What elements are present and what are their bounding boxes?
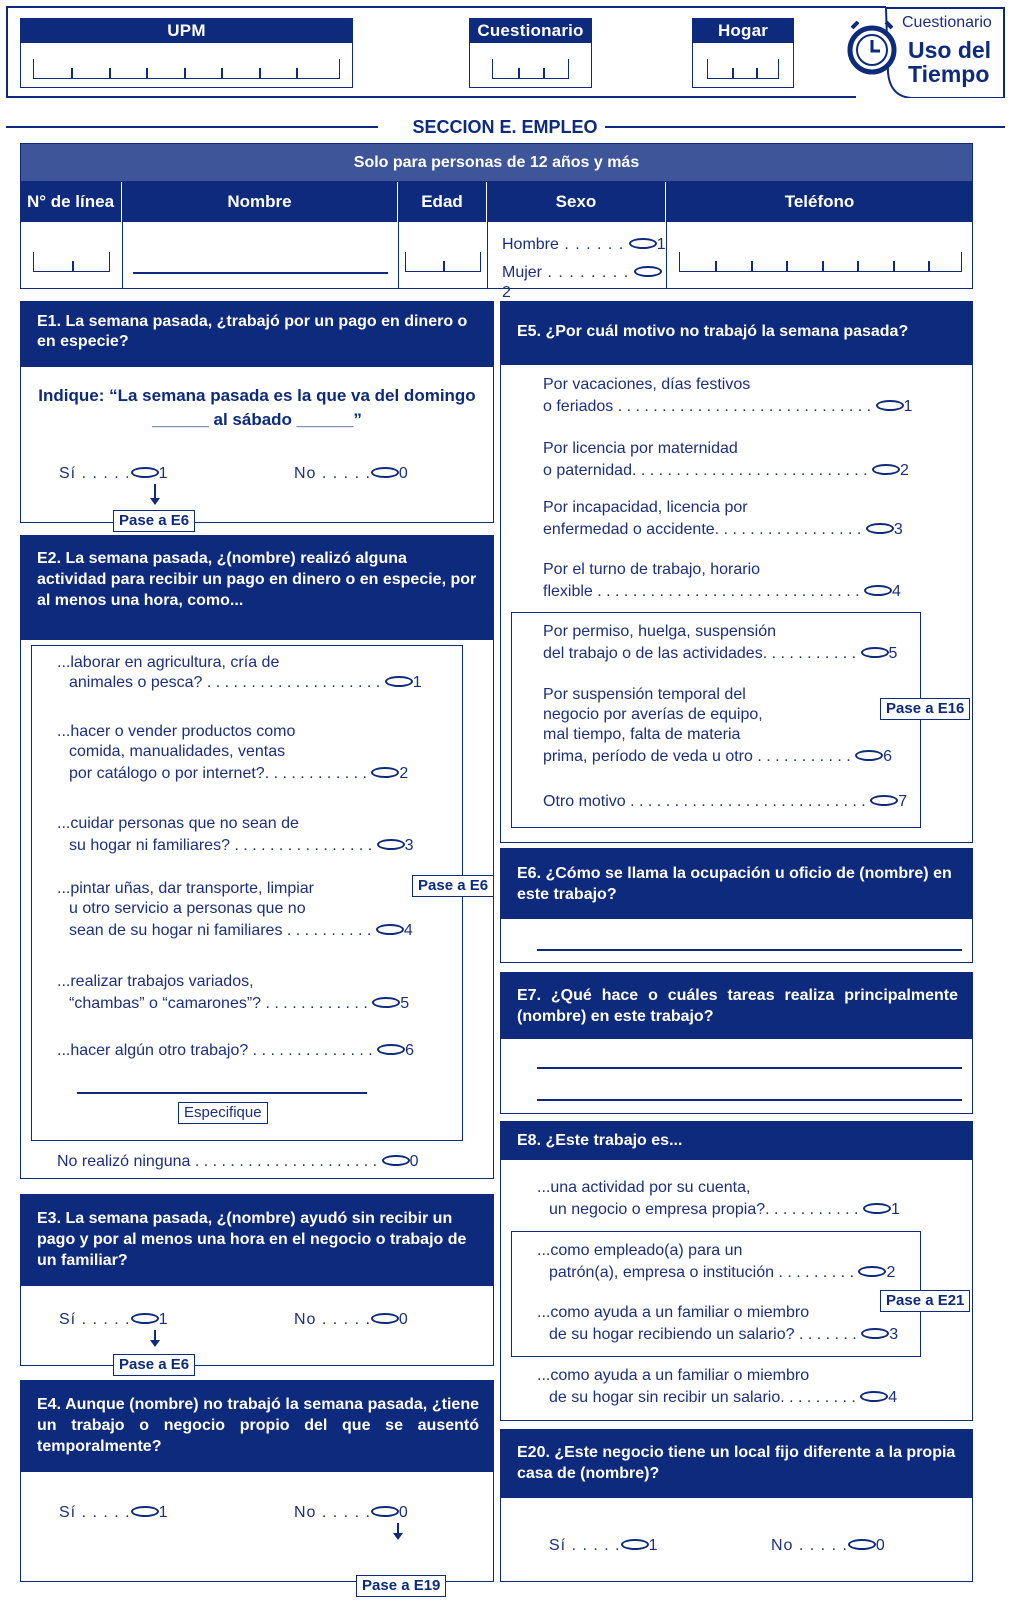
ident-banner-text: Solo para personas de 12 años y más bbox=[353, 154, 640, 171]
logo-title-2: Tiempo bbox=[908, 61, 990, 87]
e8-opt2-code: 2 bbox=[886, 1264, 896, 1281]
e5-opt6-oval[interactable] bbox=[855, 750, 883, 761]
nombre-cell bbox=[123, 222, 399, 288]
e2-option-1[interactable] bbox=[57, 653, 422, 693]
e6-question: E6. ¿Cómo se llama la ocupación u oficio de (nombre) en este trabajo? bbox=[501, 849, 972, 919]
e5-opt3-l2: enfermedad o accidente. . . . . . . . . . . . . . . . . bbox=[543, 521, 862, 538]
e4-question: E4. Aunque (nombre) no trabajó la semana pasada, ¿tiene un trabajo o negocio propio del que se ausentó temporalmente? bbox=[21, 1381, 493, 1472]
upm-label: UPM bbox=[21, 19, 352, 43]
e5-opt4-l1: Por el turno de trabajo, horario bbox=[543, 561, 761, 578]
e2-opt3-code: 3 bbox=[404, 837, 414, 854]
e3-arrow bbox=[154, 1330, 156, 1342]
e5-opt2-code: 2 bbox=[900, 462, 909, 479]
col-sexo-label: Sexo bbox=[555, 192, 597, 211]
e5-opt3-oval[interactable] bbox=[866, 523, 894, 534]
e4-pase-a-e19: Pase a E19 bbox=[356, 1575, 446, 1597]
question-e2 bbox=[20, 535, 494, 1179]
e1-si-oval[interactable] bbox=[131, 467, 159, 478]
e8-opt4-l1: ...como ayuda a un familiar o miembro bbox=[537, 1367, 810, 1384]
e3-pase-a-e6: Pase a E6 bbox=[113, 1354, 195, 1376]
e8-pase-a-e21: Pase a E21 bbox=[880, 1290, 970, 1312]
e2-opt5-l2: “chambas” o “camarones”? . . . . . . . . . . . . bbox=[69, 995, 368, 1012]
e8-opt3-oval[interactable] bbox=[861, 1328, 889, 1339]
e20-no-code: 0 bbox=[875, 1537, 885, 1554]
e4-no-oval[interactable] bbox=[371, 1506, 399, 1517]
mujer-dots: . . . . . . . . bbox=[542, 264, 630, 281]
e8-opt1-oval[interactable] bbox=[863, 1203, 891, 1214]
e5-opt3-code: 3 bbox=[893, 521, 903, 538]
header-left-border bbox=[6, 6, 8, 96]
e1-no-option[interactable] bbox=[294, 464, 408, 484]
cuestionario-box bbox=[469, 18, 592, 88]
e5-opt5-oval[interactable] bbox=[861, 647, 889, 658]
question-e4 bbox=[20, 1380, 494, 1582]
e5-pase-a-e16: Pase a E16 bbox=[880, 698, 970, 720]
e5-opt1-code: 1 bbox=[903, 398, 913, 415]
e3-si-option[interactable] bbox=[59, 1310, 167, 1330]
e3-no-label: No . . . . . bbox=[294, 1311, 371, 1328]
e4-no-option[interactable] bbox=[294, 1503, 408, 1523]
hombre-oval[interactable] bbox=[629, 238, 657, 249]
mujer-label: Mujer bbox=[502, 264, 543, 281]
cuestionario-digit-field[interactable] bbox=[492, 59, 569, 79]
e2-opt4-oval[interactable] bbox=[376, 924, 404, 935]
header-top-line bbox=[6, 6, 886, 8]
question-e6 bbox=[500, 848, 973, 963]
linea-digit-field[interactable] bbox=[33, 252, 110, 272]
e2-opt3-oval[interactable] bbox=[377, 839, 405, 850]
e2-option-2[interactable] bbox=[57, 722, 408, 784]
mujer-code: 2 bbox=[502, 284, 511, 301]
e3-si-oval[interactable] bbox=[131, 1313, 159, 1324]
e2-opt5-l1: ...realizar trabajos variados, bbox=[57, 973, 254, 990]
col-edad bbox=[398, 182, 487, 222]
col-telefono-label: Teléfono bbox=[784, 192, 855, 211]
e20-si-code: 1 bbox=[648, 1537, 658, 1554]
e2-none-code: 0 bbox=[409, 1153, 419, 1170]
e2-opt3-l2: su hogar ni familiares? . . . . . . . . . . . . . . . . bbox=[69, 837, 373, 854]
e4-si-oval[interactable] bbox=[131, 1506, 159, 1517]
ident-banner bbox=[20, 143, 973, 182]
ident-data-row bbox=[20, 222, 973, 301]
e5-option-2[interactable] bbox=[543, 439, 909, 481]
question-e1 bbox=[20, 301, 494, 523]
e1-no-label: No . . . . . bbox=[294, 465, 371, 482]
e8-opt4-oval[interactable] bbox=[860, 1391, 888, 1402]
e5-opt2-oval[interactable] bbox=[872, 464, 900, 475]
e1-pase-a-e6: Pase a E6 bbox=[113, 510, 195, 532]
e3-si-label: Sí . . . . . bbox=[59, 1311, 131, 1328]
e1-si-option[interactable] bbox=[59, 464, 167, 484]
e8-opt1-l1: ...una actividad por su cuenta, bbox=[537, 1179, 751, 1196]
e5-question: E5. ¿Por cuál motivo no trabajó la semana pasada? bbox=[501, 302, 972, 365]
e8-opt3-code: 3 bbox=[889, 1326, 899, 1343]
ident-header-row bbox=[20, 182, 973, 222]
e5-opt4-l2: flexible . . . . . . . . . . . . . . . . . . . . . . . . . . . . . . bbox=[543, 583, 860, 600]
e2-pase-a-e6: Pase a E6 bbox=[412, 875, 494, 897]
question-e7 bbox=[500, 972, 973, 1114]
e8-option-4[interactable] bbox=[537, 1366, 897, 1408]
e4-no-code: 0 bbox=[398, 1504, 408, 1521]
col-sexo bbox=[487, 182, 666, 222]
e20-question: E20. ¿Este negocio tiene un local fijo diferente a la propia casa de (nombre)? bbox=[501, 1430, 972, 1498]
logo-top-text: Cuestionario bbox=[902, 14, 992, 31]
e8-opt1-l2: un negocio o empresa propia?. . . . . . . . . . . bbox=[549, 1201, 859, 1218]
e2-opt2-code: 2 bbox=[399, 765, 409, 782]
question-e8 bbox=[500, 1121, 973, 1421]
telefono-digit-field[interactable] bbox=[679, 252, 962, 272]
e5-option-1[interactable] bbox=[543, 375, 912, 417]
e2-especifique-label: Especifique bbox=[178, 1102, 268, 1124]
hombre-code: 1 bbox=[656, 236, 666, 253]
e5-opt3-l1: Por incapacidad, licencia por bbox=[543, 499, 748, 516]
sexo-hombre[interactable] bbox=[502, 235, 666, 255]
col-nombre-label: Nombre bbox=[227, 192, 292, 211]
e2-option-5[interactable] bbox=[57, 972, 409, 1014]
e5-opt6-code: 6 bbox=[883, 748, 893, 765]
e7-answer-line-2[interactable] bbox=[537, 1099, 962, 1101]
cuestionario-label: Cuestionario bbox=[470, 19, 591, 43]
header-bottom-line bbox=[6, 96, 856, 98]
e1-si-label: Sí . . . . . bbox=[59, 465, 131, 482]
sexo-mujer[interactable] bbox=[502, 263, 666, 303]
question-e20 bbox=[500, 1429, 973, 1582]
e2-opt6-l1: ...hacer algún otro trabajo? . . . . . . . . . . . . . . bbox=[57, 1042, 373, 1059]
e20-si-label: Sí . . . . . bbox=[549, 1537, 621, 1554]
edad-cell bbox=[399, 222, 488, 288]
e6-answer-line[interactable] bbox=[537, 949, 962, 951]
e7-question: E7. ¿Qué hace o cuáles tareas realiza principalmente (nombre) en este trabajo? bbox=[501, 973, 972, 1039]
section-title: SECCION E. EMPLEO bbox=[412, 117, 598, 137]
e8-opt4-code: 4 bbox=[888, 1389, 898, 1406]
e2-opt4-l1: ...pintar uñas, dar transporte, limpiar bbox=[57, 880, 315, 897]
col-telefono bbox=[666, 182, 973, 222]
e2-none-label: No realizó ninguna . . . . . . . . . . . . . . . . . . . . . bbox=[57, 1153, 378, 1170]
e2-opt3-l1: ...cuidar personas que no sean de bbox=[57, 815, 299, 832]
e5-opt6-l1b: negocio por averías de equipo, bbox=[543, 706, 763, 723]
e2-option-3[interactable] bbox=[57, 814, 414, 856]
e2-opt1-code: 1 bbox=[412, 674, 422, 691]
e5-option-5[interactable] bbox=[543, 622, 897, 664]
e1-no-code: 0 bbox=[398, 465, 408, 482]
uso-del-tiempo-logo bbox=[836, 2, 1006, 98]
question-e3 bbox=[20, 1194, 494, 1366]
e5-opt7-code: 7 bbox=[898, 793, 908, 810]
e2-opt2-l2: por catálogo o por internet?. . . . . . . . . . . . bbox=[69, 765, 367, 782]
e8-opt1-code: 1 bbox=[890, 1201, 900, 1218]
e2-opt5-code: 5 bbox=[400, 995, 410, 1012]
e5-opt4-code: 4 bbox=[891, 583, 901, 600]
e5-opt6-l1: Por suspensión temporal del bbox=[543, 686, 746, 703]
e4-si-code: 1 bbox=[158, 1504, 168, 1521]
e8-question: E8. ¿Este trabajo es... bbox=[501, 1122, 972, 1160]
e5-option-3[interactable] bbox=[543, 498, 903, 540]
hombre-dots: . . . . . . bbox=[558, 236, 625, 253]
e2-opt6-oval[interactable] bbox=[377, 1044, 405, 1055]
upm-digit-field[interactable] bbox=[33, 59, 340, 79]
e5-opt6-l1c: mal tiempo, falta de materia bbox=[543, 726, 741, 743]
e3-no-code: 0 bbox=[398, 1311, 408, 1328]
e2-question: E2. La semana pasada, ¿(nombre) realizó alguna actividad para recibir un pago en dinero o en especie, por al menos una hora, como... bbox=[21, 536, 493, 640]
e8-option-2[interactable] bbox=[537, 1241, 895, 1283]
hogar-box bbox=[692, 18, 794, 88]
e20-si-oval[interactable] bbox=[621, 1539, 649, 1550]
e2-option-6[interactable] bbox=[57, 1041, 414, 1061]
e1-question: E1. La semana pasada, ¿trabajó por un pago en dinero o en especie? bbox=[21, 302, 493, 367]
e5-opt5-l2: del trabajo o de las actividades. . . . . . . . . . . bbox=[543, 645, 857, 662]
e4-no-label: No . . . . . bbox=[294, 1504, 371, 1521]
e2-opt4-l2: sean de su hogar ni familiares . . . . . . . . . . bbox=[69, 922, 372, 939]
e20-si-option[interactable] bbox=[549, 1536, 657, 1556]
e5-opt2-l1: Por licencia por maternidad bbox=[543, 440, 738, 457]
col-linea bbox=[20, 182, 122, 222]
e4-arrow bbox=[397, 1523, 399, 1535]
e5-opt1-l2: o feriados . . . . . . . . . . . . . . . . . . . . . . . . . . . . . bbox=[543, 398, 872, 415]
e20-no-oval[interactable] bbox=[848, 1539, 876, 1550]
e8-opt3-l2: de su hogar recibiendo un salario? . . . . . . . bbox=[549, 1326, 857, 1343]
e7-answer-line-1[interactable] bbox=[537, 1067, 962, 1069]
e2-opt1-l2: animales o pesca? . . . . . . . . . . . . . . . . . . . . bbox=[69, 674, 381, 691]
e1-si-code: 1 bbox=[158, 465, 168, 482]
hombre-label: Hombre bbox=[502, 236, 559, 253]
e2-opt4-l1b: u otro servicio a personas que no bbox=[69, 900, 306, 917]
e1-instruction-1: Indique: “La semana pasada es la que va del domingo bbox=[38, 386, 476, 405]
e2-opt2-l1b: comida, manualidades, ventas bbox=[69, 743, 286, 760]
mujer-oval[interactable] bbox=[634, 266, 662, 277]
e1-no-oval[interactable] bbox=[371, 467, 399, 478]
upm-box bbox=[20, 18, 353, 88]
e5-option-4[interactable] bbox=[543, 560, 901, 602]
e2-option-4[interactable] bbox=[57, 879, 413, 941]
e3-si-code: 1 bbox=[158, 1311, 168, 1328]
e8-option-3[interactable] bbox=[537, 1303, 898, 1345]
e5-opt5-l1: Por permiso, huelga, suspensión bbox=[543, 623, 777, 640]
e1-arrow bbox=[154, 484, 156, 500]
e5-opt1-oval[interactable] bbox=[876, 400, 904, 411]
e20-no-option[interactable] bbox=[771, 1536, 885, 1556]
e8-opt2-oval[interactable] bbox=[858, 1266, 886, 1277]
col-nombre bbox=[122, 182, 398, 222]
nombre-input-line[interactable] bbox=[133, 272, 388, 274]
col-linea-label: N° de línea bbox=[26, 192, 115, 211]
e2-opt6-code: 6 bbox=[405, 1042, 415, 1059]
e2-especifique-line[interactable] bbox=[77, 1092, 367, 1094]
e5-opt7-l2: Otro motivo . . . . . . . . . . . . . . . . . . . . . . . . . . . bbox=[543, 793, 866, 810]
e1-instruction-2: ______ al sábado ______” bbox=[152, 410, 362, 429]
e5-opt7-oval[interactable] bbox=[870, 795, 898, 806]
e5-opt6-l2: prima, período de veda u otro . . . . . . . . . . . bbox=[543, 748, 851, 765]
e8-opt4-l2: de su hogar sin recibir un salario. . . . . . . . . bbox=[549, 1389, 856, 1406]
telefono-cell bbox=[667, 222, 974, 288]
linea-cell bbox=[21, 222, 123, 288]
e2-opt1-oval[interactable] bbox=[385, 676, 413, 687]
e2-opt2-oval[interactable] bbox=[371, 767, 399, 778]
e3-no-option[interactable] bbox=[294, 1310, 408, 1330]
e8-option-1[interactable] bbox=[537, 1178, 900, 1220]
e2-none-option[interactable] bbox=[57, 1152, 418, 1172]
e8-opt3-l1: ...como ayuda a un familiar o miembro bbox=[537, 1304, 810, 1321]
e5-opt5-code: 5 bbox=[888, 645, 898, 662]
col-edad-label: Edad bbox=[421, 192, 463, 211]
e5-option-7[interactable] bbox=[543, 792, 907, 812]
e5-option-6[interactable] bbox=[543, 685, 892, 767]
e8-opt2-l1: ...como empleado(a) para un bbox=[537, 1242, 743, 1259]
e2-opt5-oval[interactable] bbox=[372, 997, 400, 1008]
e4-si-option[interactable] bbox=[59, 1503, 167, 1523]
e3-question: E3. La semana pasada, ¿(nombre) ayudó sin recibir un pago y por al menos una hora en el negocio o trabajo de un familiar? bbox=[21, 1195, 493, 1286]
e2-opt1-l1: ...laborar en agricultura, cría de bbox=[57, 654, 280, 671]
e5-opt4-oval[interactable] bbox=[864, 585, 892, 596]
e20-no-label: No . . . . . bbox=[771, 1537, 848, 1554]
e8-opt2-l2: patrón(a), empresa o institución . . . . . . . . . bbox=[549, 1264, 855, 1281]
logo-title-1: Uso del bbox=[908, 37, 992, 63]
e5-opt1-l1: Por vacaciones, días festivos bbox=[543, 376, 751, 393]
e5-opt2-l2: o paternidad. . . . . . . . . . . . . . . . . . . . . . . . . . . bbox=[543, 462, 868, 479]
hogar-label: Hogar bbox=[693, 19, 793, 43]
edad-digit-field[interactable] bbox=[405, 252, 481, 272]
sexo-cell bbox=[488, 222, 667, 301]
e4-si-label: Sí . . . . . bbox=[59, 1504, 131, 1521]
question-e5 bbox=[500, 301, 973, 843]
e2-opt4-code: 4 bbox=[403, 922, 413, 939]
hogar-digit-field[interactable] bbox=[707, 59, 779, 79]
e2-none-oval[interactable] bbox=[382, 1155, 410, 1166]
e3-no-oval[interactable] bbox=[371, 1313, 399, 1324]
e2-opt2-l1: ...hacer o vender productos como bbox=[57, 723, 296, 740]
